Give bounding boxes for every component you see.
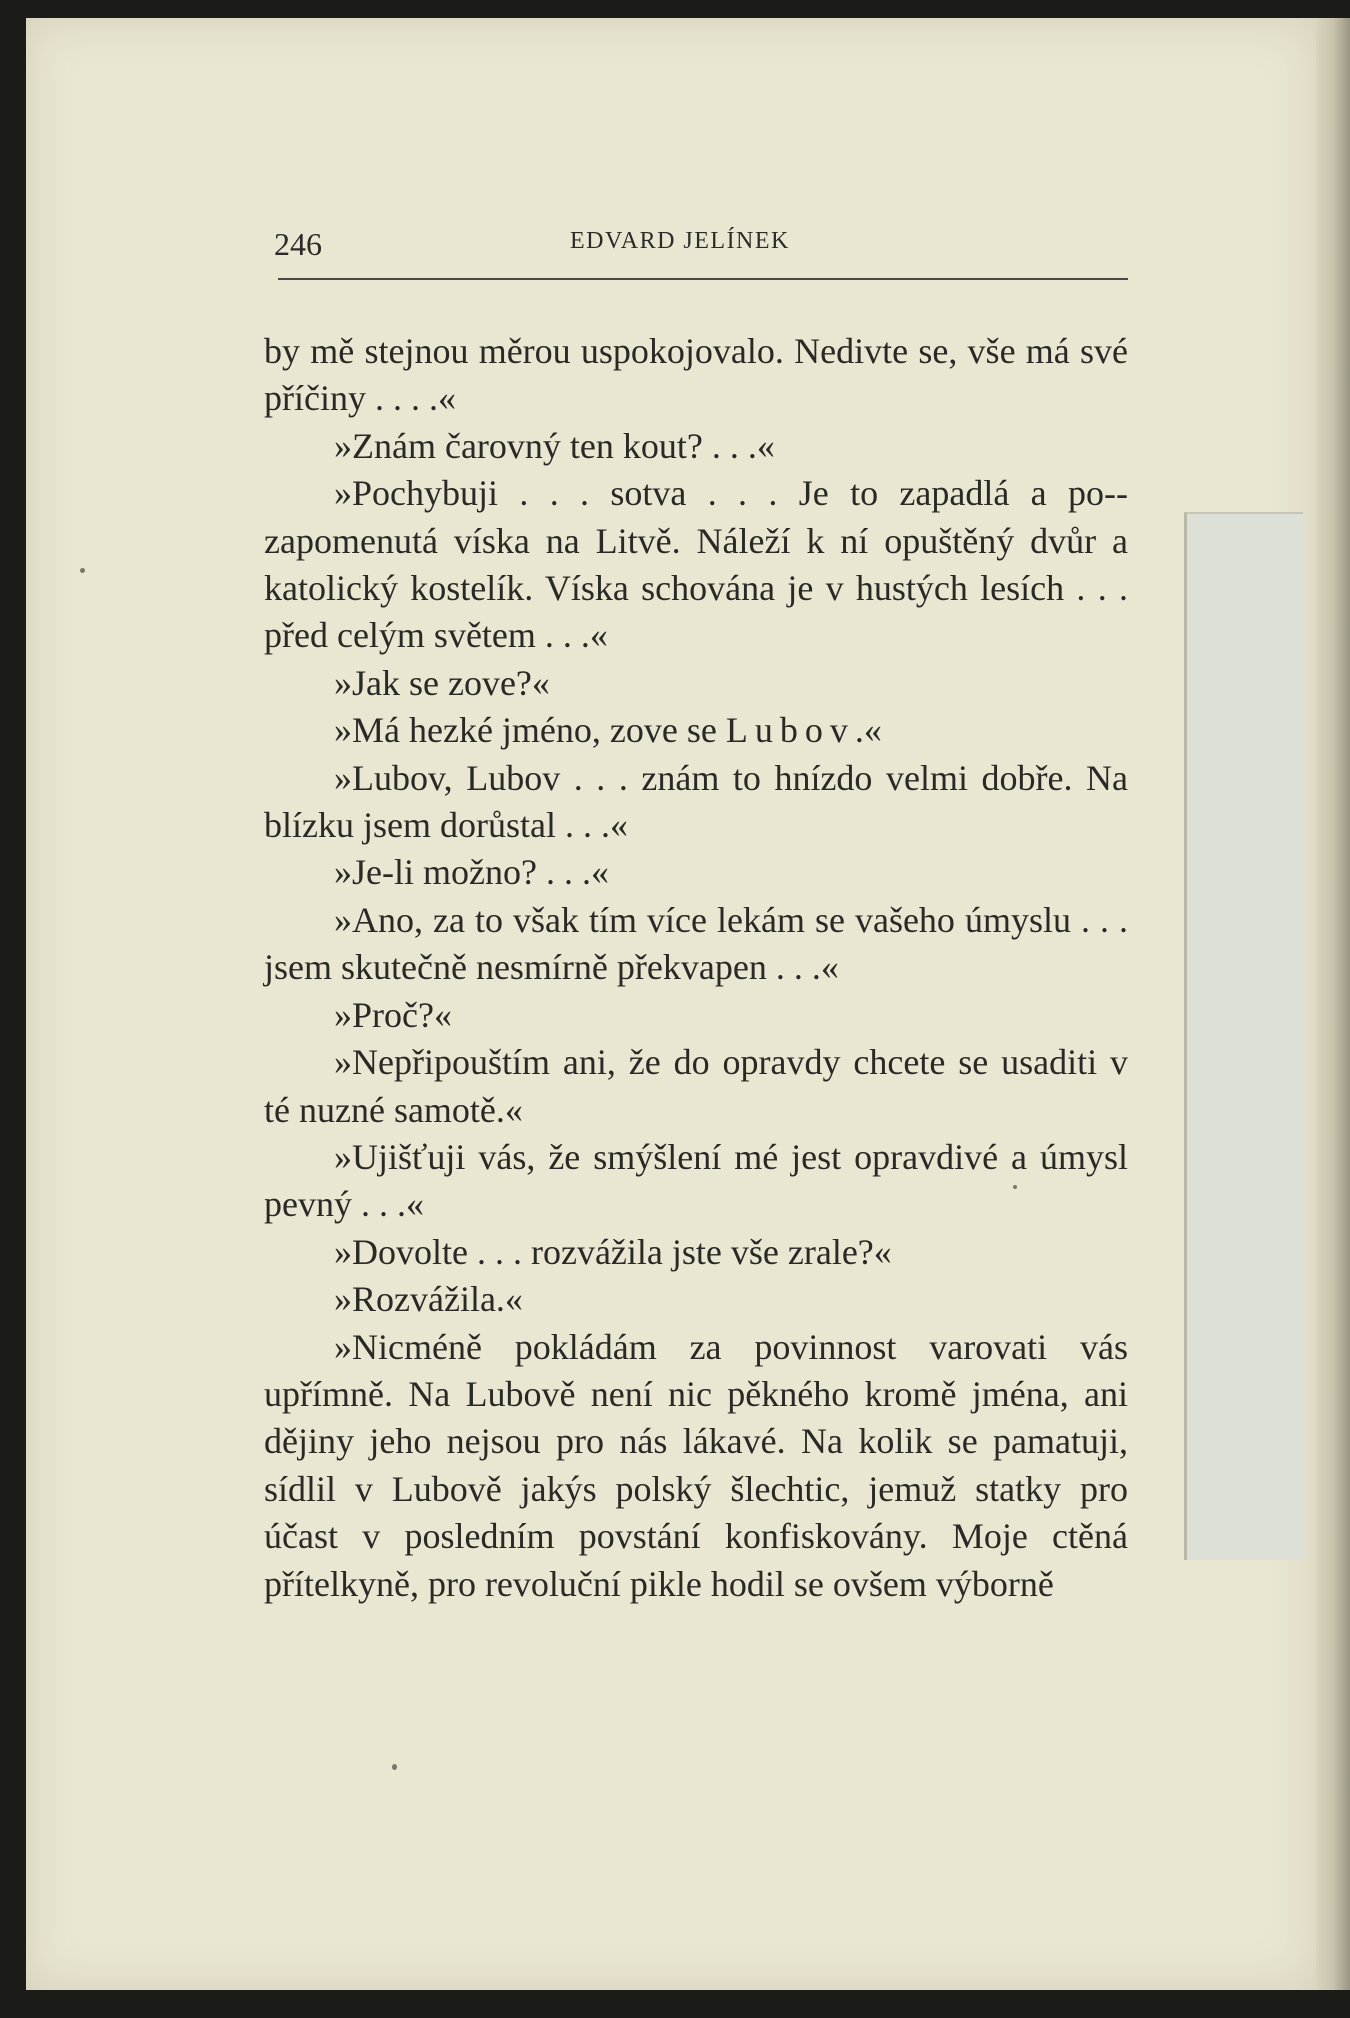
paragraph	[264, 707, 1128, 754]
paragraph: »Pochybuji . . . sotva . . . Je to zapadlá a po-zapomenutá víska na Litvě. Náleží k ní opuštěný dvůr a katolický kostelík. Víska schována je v hustých lesích . . . před celým světem . . .«	[264, 473, 1128, 656]
paragraph: »Ano, za to však tím více lekám se vašeho úmyslu . . . jsem skutečně nesmírně překvapen . . .«	[264, 899, 1128, 988]
place-name: Lubov	[725, 710, 855, 751]
running-title: EDVARD JELÍNEK	[570, 228, 790, 254]
body-text	[264, 328, 1128, 1608]
paragraph: »Proč?«	[334, 994, 452, 1035]
paragraph: »Nicméně pokládám za povinnost varovati vás upřímně. Na Lubově není nic pěkného kromě jména, ani dějiny jeho nejsou pro nás lákavé. Na kolik se pamatuji, sídlil v Lubově jakýs polský šlechtic, jemuž statky pro účast v posledním povstání konfiskovány. Moje ctěná přítelkyně, pro revoluční pikle hodil se ovšem výborně	[264, 1326, 1128, 1604]
paper-speck	[1013, 1185, 1017, 1189]
running-head	[274, 220, 1136, 268]
paragraph: »Lubov, Lubov . . . znám to hnízdo velmi dobře. Na blízku jsem dorůstal . . .«	[264, 757, 1128, 846]
paragraph-text: »Má hezké jméno, zove se	[334, 710, 726, 751]
paragraph: »Rozvážila.«	[334, 1279, 523, 1320]
paragraph-text: .«	[854, 710, 882, 751]
paragraph: by mě stejnou měrou uspokojovalo. Nedivte se, vše má své příčiny . . . .«	[264, 331, 1128, 419]
paper-speck	[80, 568, 85, 573]
paragraph: »Ujišťuji vás, že smýšlení mé jest opravdivé a úmysl pevný . . .«	[264, 1136, 1128, 1225]
paragraph: »Je-li možno? . . .«	[334, 852, 609, 893]
paragraph: »Dovolte . . . rozvážila jste vše zrale?«	[334, 1231, 892, 1272]
binding-shadow-panel	[1184, 512, 1303, 1560]
page-edge	[1316, 18, 1350, 1990]
paper-speck	[392, 1764, 397, 1770]
header-rule	[278, 278, 1128, 280]
paragraph: »Jak se zove?«	[334, 662, 550, 703]
paragraph: »Nepřipouštím ani, že do opravdy chcete se usaditi v té nuzné samotě.«	[264, 1042, 1128, 1130]
page-number: 246	[274, 226, 322, 262]
paragraph: »Znám čarovný ten kout? . . .«	[334, 425, 775, 466]
